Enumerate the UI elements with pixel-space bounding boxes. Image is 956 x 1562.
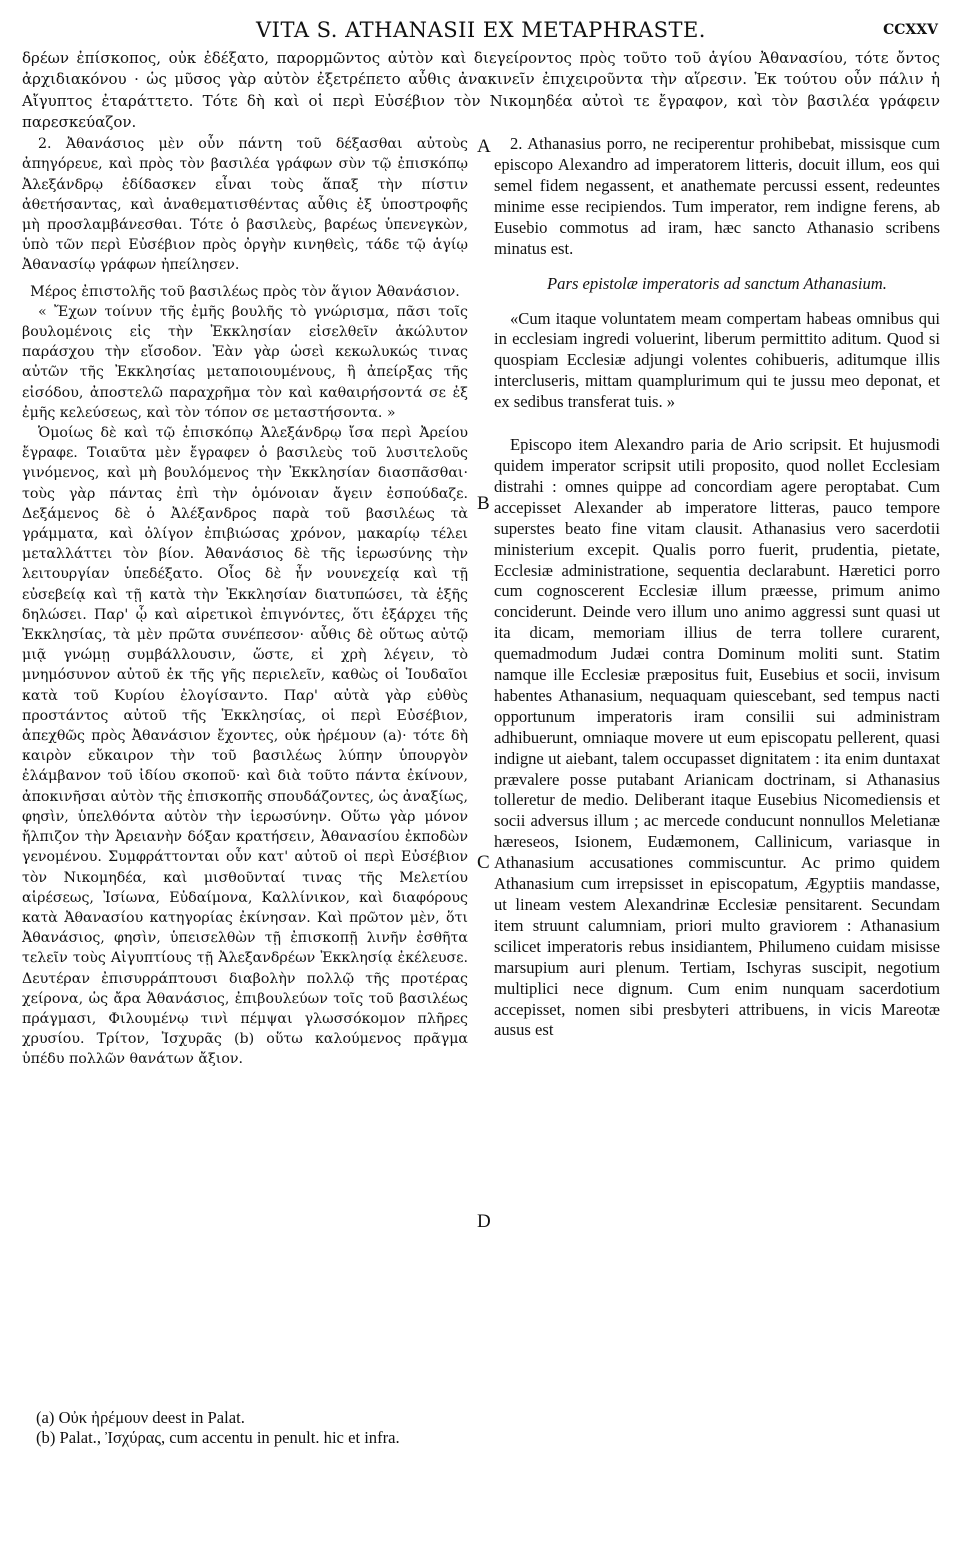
latin-paragraph-2: 2. Athanasius porro, ne reciperentur prohibebat, missisque cum episcopo Alexandro ad imperatorem litteris, docuit illum, eos qui semel fidem negassent, et anathemate percussi essent, redeuntes minime esse recipiendos. Tum imperator, rem indigne ferens, ab Eusebio commotus ad iram, hæc sancto Athanasio scribens minatus est. <box>494 134 940 258</box>
running-title: VITA S. ATHANASII EX METAPHRASTE. <box>256 18 706 42</box>
page <box>22 18 940 1364</box>
running-header <box>22 18 940 48</box>
footnote-b: (b) Palat., Ἰσχύρας, cum accentu in penult. hic et infra. <box>36 1428 400 1447</box>
margin-marker-c: C <box>477 852 490 874</box>
greek-letter-title: Μέρος ἐπιστολῆς τοῦ βασιλέως πρὸς τὸν ἅγιον Ἀθανάσιον. <box>30 283 460 300</box>
footnotes <box>22 1408 400 1448</box>
margin-marker-b: B <box>477 493 490 515</box>
latin-paragraph-3: Episcopo item Alexandro paria de Ario scripsit. Et hujusmodi quidem imperator scripsit utili proposito, quod nollet Ecclesiam distrahi : omnes quippe ad concordiam agere peroptabat. Cum accepisset Alexander ab imperatore litteras, pauco tempore superstes beato fine vitam clausit. Athanasius vero sacerdotii ministerium excepit. Qualis porro fuerit, prudentia, pietate, Ecclesiæ administratione, sequentia declarabunt. Hæretici porro cum cognoscerent Ecclesiæ illum præesse, primum animo conciderunt. Deinde vero illum uno animo aggressi sunt quasi ut ita dicam, memoriam illius de terra tollere curarent, quemadmodum Judæi contra Dominum moliti sunt. Statim namque ille Ecclesiæ præpositus fuit, Eusebius et socii, invisum habentes Athanasium, nequaquam quiescebant, sed tempus nacti opportunum imperatoris iram consilii sui administram adhibuerunt, omniaque movere ut eum episcopatu pellerent, quasi indigne ut aiebant, talem occupasset dignitatem : ita enim duntaxat prævalere posse putabant Arianicam doctrinam, si Athanasius tolleretur de medio. Deliberant itaque Eusebius Nicomediensis et socii adversus illum ; ac mercede conducunt nonnullos Meletianæ hæreseos, Isionem, Eudæmonem, Callinicum, variasque in Athanasium accusationes commiscuntur. Ac primo quidem Athanasium cum irrepsisset in episcopatum, Ægyptiis mandasse, ut lineam vestem Alexandrinæ Ecclesiæ pensitarent. Secundam item struunt calumniam, priori multo graviorem : Athanasium scilicet imperatoris rebus insidiantem, Philumeno cuidam misisse marsupium auri plenum. Tertiam, Ischyras suscipit, negotium multiplici nece dignum. Cum enim nunquam sacerdotium accepisset, nomen sibi presbyteri attribuens, in vicis Mareotæ ausus est <box>494 435 940 1040</box>
latin-column <box>494 134 940 1041</box>
greek-paragraph-2: 2. Ἀθανάσιος μὲν οὖν πάντη τοῦ δέξασθαι αὐτοὺς ἀπηγόρευε, καὶ πρὸς τὸν βασιλέα γράφων σὺν τῷ ἐπισκόπῳ Ἀλεξάνδρῳ ἐδίδασκεν εἶναι τοὺς ἅπαξ τὴν πίστιν ἀθετήσαντας, καὶ ἀναθεματισθέντας αὖθις ἐξ ὑποστροφῆς μὴ προσλαμβάνεσθαι. Τότε ὁ βασιλεὺς, βαρέως ὑπενεγκὼν, ὑπὸ τῶν περὶ Εὐσέβιον πρὸς ὀργὴν κινηθεὶς, τάδε τῷ ἁγίῳ Ἀθανασίῳ γράφων ἠπείλησεν. <box>22 136 468 274</box>
footnote-a: (a) Οὐκ ἠρέμουν deest in Palat. <box>36 1408 245 1427</box>
greek-letter-text: « Ἔχων τοίνυν τῆς ἐμῆς βουλῆς τὸ γνώρισμα, πᾶσι τοῖς βουλομένοις εἰς τὴν Ἐκκλησίαν εἰσελθεῖν ἀκώλυτον παράσχου τὴν εἴσοδον. Ἐὰν γὰρ ὡσεὶ κεκωλυκώς τινας αὐτῶν τῆς Ἐκκλησίας μεταποιουμένους, ἢ ἀπείρξας τῆς εἰσόδου, ἀποστελῶ παραχρῆμα τὸν καὶ καθαιρήσοντά σε ἐξ ἐμῆς κελεύσεως, καὶ τὸν τόπον σε μεταστήσοντα. » <box>22 303 468 421</box>
greek-column <box>22 134 468 1069</box>
margin-marker-a: A <box>477 136 491 158</box>
latin-letter-text: «Cum itaque voluntatem meam compertam habeas omnibus qui in ecclesiam ingredi voluerint, liberum permittito aditum. Quod si quospiam Ecclesiæ adjungi volentes cohibueris, aditumque illis intercluseris, mittam quamplurimum qui te jussu meo deponat, et ex sedibus transferat tuis. » <box>494 308 940 412</box>
latin-letter-title: Pars epistolæ imperatoris ad sanctum Athanasium. <box>547 273 887 293</box>
two-column-body <box>22 134 940 1364</box>
margin-marker-d: D <box>477 1211 491 1233</box>
page-number: CCXXV <box>883 22 938 38</box>
intro-greek-paragraph: δρέων ἐπίσκοπος, οὐκ ἐδέξατο, παρορμῶντος αὐτὸν καὶ διεγείροντος πρὸς τοῦτο τοῦ ἁγίου Ἀθανασίου, τότε ὄντος ἀρχιδιακόνου · ὡς μῦσος γὰρ αὐτὸν ἐξετρέπετο αὖθις ἀνακινεῖν ἐπιχειροῦντα τὴν αἵρεσιν. Ἐκ τούτου οὖν πάλιν ἡ Αἴγυπτος ἐταράττετο. Τότε δὴ καὶ οἱ περὶ Εὐσέβιον τὸν Νικομηδέα αὐτοὶ τε ἔγραφον, καὶ τὸν βασιλέα γράφειν παρεσκεύαζον. <box>22 49 940 131</box>
greek-paragraph-3: Ὁμοίως δὲ καὶ τῷ ἐπισκόπῳ Ἀλεξάνδρῳ ἴσα περὶ Ἀρείου ἔγραφε. Τοιαῦτα μὲν ἔγραφεν ὁ βασιλεὺς τοῦ λυσιτελοῦς γινόμενος, καὶ μὴ βουλόμενος τὴν Ἐκκλησίαν διασπᾶσθαι· τοὺς γὰρ πάντας ἐπὶ τὴν ὁμόνοιαν ἄγειν ἐσπούδαζε. Δεξάμενος δὲ ὁ Ἀλέξανδρος παρὰ τοῦ βασιλέως τὰ γράμματα, καὶ ὀλίγον ἐπιβιώσας χρόνον, μακαρίῳ τέλει μεταλλάττει τὸν βίον. Ἀθανάσιος δὲ τῆς ἱερωσύνης τὴν λειτουργίαν ὑπεδέξατο. Οἷος δὲ ἦν νουνεχείᾳ καὶ τῇ εὐσεβείᾳ καὶ τῇ κατὰ τὴν Ἐκκλησίαν διατυπώσει, τὰ ἑξῆς δηλώσει. Παρ' ᾧ καὶ αἱρετικοὶ ἐπιγνόντες, ὅτι ἐξάρχει τῆς Ἐκκλησίας, τὰ μὲν πρῶτα συνέπεσον· αὖθις δὲ οὕτως αὐτῷ μιᾷ γνώμῃ συμβάλλουσιν, ὥστε, εἰ χρὴ λέγειν, τὸ μνημόσυνον αὐτοῦ ἐκ τῆς γῆς περιελεῖν, καθὼς οἱ Ἰουδαῖοι κατὰ τοῦ Κυρίου ἐλογίσαντο. Παρ' αὐτὰ γὰρ εὐθὺς προστάντος αὐτοῦ τῆς Ἐκκλησίας, οἱ περὶ Εὐσέβιον, ἀπεχθῶς πρὸς Ἀθανάσιον ἔχοντες, οὐκ ἠρέμουν (a)· τότε δὴ καιρὸν εὔκαιρον τὴν τοῦ βασιλέως λύπην ὑπουργὸν ἐλάμβανον τοῦ ἰδίου σκοποῦ· καὶ διὰ τοῦτο πάντα ἐκίνουν, ἀποκινῆσαι αὐτὸν τῆς ἐπισκοπῆς σπουδάζοντες, ὡς ἀναξίως, φησὶν, ὑπελθόντα αὐτὸν τὴν ἱερωσύνην. Οὕτω γὰρ μόνον ἤλπιζον τὴν Ἀρειανὴν δόξαν κρατήσειν, Ἀθανασίου ἐκποδὼν γενομένου. Συμφράττονται οὖν κατ' αὐτοῦ οἱ περὶ Εὐσέβιον τὸν Νικομηδέα, καὶ μισθοῦνταί τινας τῆς Μελετίου αἱρέσεως, Ἰσίωνα, Εὐδαίμονα, Καλλίνικον, καὶ διαφόρους κατὰ Ἀθανασίου κατηγορίας ἐκίνησαν. Καὶ πρῶτον μὲν, ὅτι Ἀθανάσιος, φησὶν, ὑπεισελθὼν τῇ ἐπισκοπῇ λινῆν ἐσθῆτα τελεῖν τοὺς Αἰγυπτίους τῇ Ἀλεξανδρέων Ἐκκλησίᾳ ἐκέλευσε. Δευτέραν ἐπισυρράπτουσι διαβολὴν πολλῷ τῆς προτέρας χείρονα, ὡς ἄρα Ἀθανάσιος, ἐπιβουλεύων τοῖς τοῦ βασιλέως πράγμασι, Φιλουμένῳ τινὶ πέμψαι γλωσσόκομον πλῆρες χρυσίου. Τρίτον, Ἰσχυρᾶς (b) οὕτω καλούμενος πρᾶγμα ὑπέδυ πολλῶν θανάτων ἄξιον. <box>22 425 468 1068</box>
